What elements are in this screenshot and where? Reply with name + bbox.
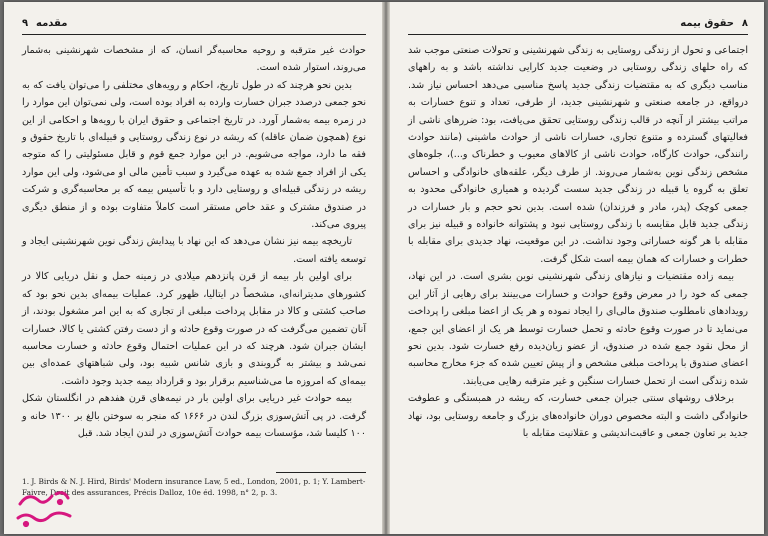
paragraph: برخلاف روشهای سنتی جبران جمعی خسارت، که ریشه در همبستگی و عطوفت خانوادگی داشت و البته مخصوص دوران خانواده‌های بزرگ و جامعه روستایی بود، نهاد جدید بر تعاون جمعی و عاقبت‌اندیشی و عقلانیت مقابله با [408, 393, 748, 439]
parvaz-danloud-logo [12, 486, 76, 530]
right-page-number: ۸ [741, 18, 748, 29]
left-page-body [22, 42, 366, 442]
paragraph: تاریخچه بیمه نیز نشان می‌دهد که این نهاد با پیدایش زندگی نوین شهرنشینی ایجاد و توسعه یافته است. [22, 236, 366, 265]
paragraph: اجتماعی و تحول از زندگی روستایی به زندگی شهرنشینی و تحولات صنعتی موجب شد که راه حلهای زندگی روستایی در وضعیت جدید کارایی نداشته باشد و به راههای مناسب دیگری که به مقتضیات زندگی جدید پاسخ مناسبی می‌دهد احساس نیاز شد. درواقع، در جامعه صنعتی و شهرنشینی جدید، از طرفی، تعداد و تنوع خسارات به مراتب بیشتر از آنچه در قالب زندگی روستایی تحقق می‌یافت، بود: ضررهای ناشی از فعالیتهای گسترده و متنوع تجاری، خسارات ناشی از حوادث ماشینی (مانند حوادث رانندگی، حوادث کارگاه، حوادث ناشی از کالاهای معیوب و خطرناک و...)، جلوه‌های مشخص زندگی نوین به‌شمار می‌روند. از طرف دیگر، علقه‌های خانوادگی و احساس تعلق به گروه یا قبیله در زندگی جدید سست گردیده و همیاری خانوادگی محدود به جمعی کوچک (پدر، مادر و فرزندان) شده است. بدین نحو حجم و بار خسارات در زندگی جدید قابل مقایسه با زندگی روستایی نبود و پشتوانه خانواده و قبیله نیز برای مقابله با هر گونه خساراتی وجود نداشت. در این موقعیت، نهاد جدیدی برای مقابله با خطرات و خسارات که همان بیمه است شکل گرفت. [408, 45, 748, 265]
right-running-title: حقوق بیمه [680, 18, 734, 29]
paragraph: برای اولین بار بیمه از قرن پانزدهم میلادی در زمینه حمل و نقل دریایی کالا در کشورهای مدیترانه‌ای، مشخصاً در ایتالیا، ظهور کرد. عملیات بیمه‌ای بدین نحو بود که صاحب کشتی و کالا در مقابل پرداخت مبلغی از تجاری که به این امر مشغول بودند، از آنان تضمین می‌گرفت که در صورت وقوع حادثه و از دست رفتن کشتی یا کالا، خسارات ایشان جبران شود. هرچند که در این عملیات احتمال وقوع حادثه و خسارت محاسبه نمی‌شد و بیشتر به گروبندی و بازی شانس شبیه بود، ولی شباهتهای عمده‌ای بین بیمه‌ای که امروزه ما می‌شناسیم برقرار بود و قرارداد بیمه جدید وجود داشت. [22, 271, 366, 387]
right-page-body [408, 42, 748, 442]
footnote: 1. J. Birds & N. J. Hird, Birds' Modern insurance Law, 5 ed., London, 2001, p. 1; Y. Lambert-Faivre, Droit des assurances, Précis Dalloz, 10e éd. 1998, n° 2, p. 3. [22, 477, 366, 497]
footnote-rule [276, 472, 366, 473]
right-page-header [408, 16, 748, 35]
book-gutter [382, 2, 390, 534]
left-page [16, 2, 372, 534]
paragraph: حوادث غیر مترقبه و روحیه محاسبه‌گر انسان، که از مشخصات شهرنشینی به‌شمار می‌روند، استوار شده است. [22, 45, 366, 74]
logo-icon [18, 493, 70, 526]
right-page [402, 2, 754, 534]
left-running-title: مقدمه [36, 18, 68, 29]
paragraph: بیمه حوادث غیر دریایی برای اولین بار در نیمه‌های قرن هفدهم در انگلستان شکل گرفت. در پی آتش‌سوزی بزرگ لندن در ۱۶۶۶ که منجر به سوختن بالغ بر ۱۳۰۰ خانه و ۱۰۰ کلیسا شد، مؤسسات بیمه حوادث آتش‌سوزی در لندن ایجاد شد. قبل [22, 393, 367, 439]
book-spread [4, 2, 764, 534]
paragraph: بدین نحو هرچند که در طول تاریخ، احکام و رویه‌های مختلفی را می‌توان یافت که به نحو جمعی درصدد جبران خسارت وارده به افراد بوده است، ولی نمی‌توان این موارد را در زمره بیمه به‌شمار آورد. در تاریخ اجتماعی و حقوق ایران با رویه‌ها و احکامی از این نوع (همچون ضمان عاقله) که ریشه در نوع زندگی روستایی و قبیله‌ای با تاریخ حقوق و فقه ما دارد، مواجه می‌شویم. در این موارد جمع قوم و قابل مسئولیتی را که متوجه یکی از افراد جمع شده به عهده می‌گیرد و سبب تأمین مالی او می‌شود، ولی این موارد ریشه در زندگی قبیله‌ای و روستایی دارد و با تأسیس بیمه که بر محاسبه‌گری و شرکت در صندوق مشترک و عقد خاص مستقر است کاملاً متفاوت بوده و از منطق دیگری پیروی می‌کند. [22, 79, 366, 231]
left-page-header [22, 16, 366, 35]
left-page-number: ۹ [22, 18, 29, 29]
paragraph: بیمه زاده مقتضیات و نیازهای زندگی شهرنشینی نوین بشری است. در این نهاد، جمعی که خود را در معرض وقوع حوادث و خسارات می‌بینند برای رهایی از آثار این رویدادهای نامطلوب صندوق مالی‌ای را ایجاد نموده و هر یک از اعضا مبلغی را پرداخت می‌نماید تا در صورت وقوع حادثه و تحمل خسارت توسط هر یک از اعضای این جمع، از محل نقود جمع شده در صندوق، از عضو زیان‌دیده رفع خسارت شود. بدین نحو اعضای صندوق با پرداخت مبلغی مشخص و از پیش تعیین شده که جزء مخارج محاسبه شده زندگی است از تحمل خسارات سنگین و غیر مترقبه رهایی می‌یابند. [408, 271, 748, 387]
